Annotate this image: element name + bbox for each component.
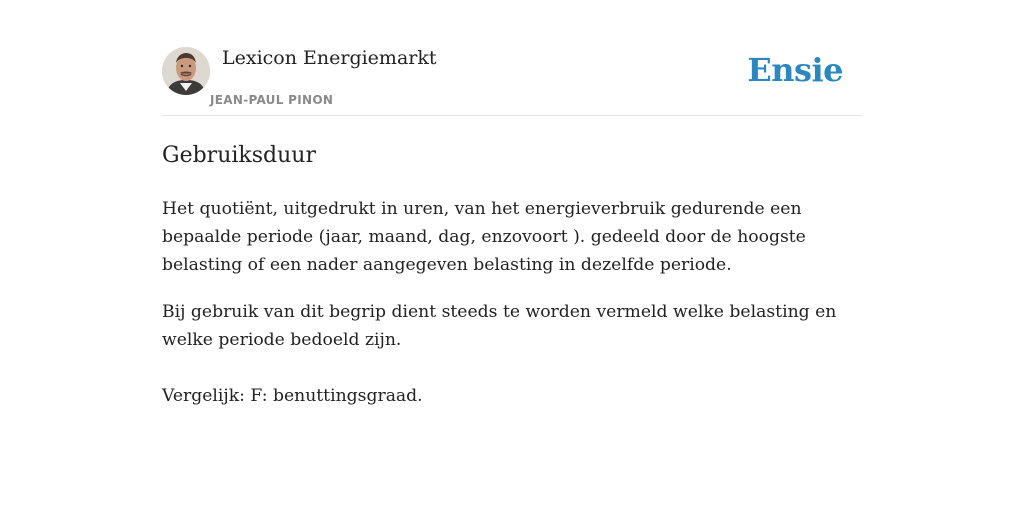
lexicon-card — [162, 0, 862, 410]
author-avatar[interactable] — [162, 47, 210, 95]
see-also-paragraph: Vergelijk: F: benuttingsgraad. — [162, 386, 423, 406]
lexicon-title[interactable]: Lexicon Energiemarkt — [222, 47, 437, 69]
entry-term: Gebruiksduur — [162, 143, 316, 168]
definition-paragraph-1: Het quotiënt, uitgedrukt in uren, van het energieverbruik gedurende een bepaalde periode (jaar, maand, dag, enzovoort ). gedeeld door de hoogste belasting of een nader aangegeven belasting in dezelfde periode. — [162, 199, 806, 275]
author-name[interactable]: JEAN-PAUL PINON — [210, 93, 334, 107]
author-photo-icon — [162, 47, 210, 95]
ensie-logo[interactable]: Ensie — [747, 51, 843, 89]
definition-paragraph-2: Bij gebruik van dit begrip dient steeds te worden vermeld welke belasting en welke periode bedoeld zijn. — [162, 302, 837, 350]
card-header — [162, 0, 862, 116]
